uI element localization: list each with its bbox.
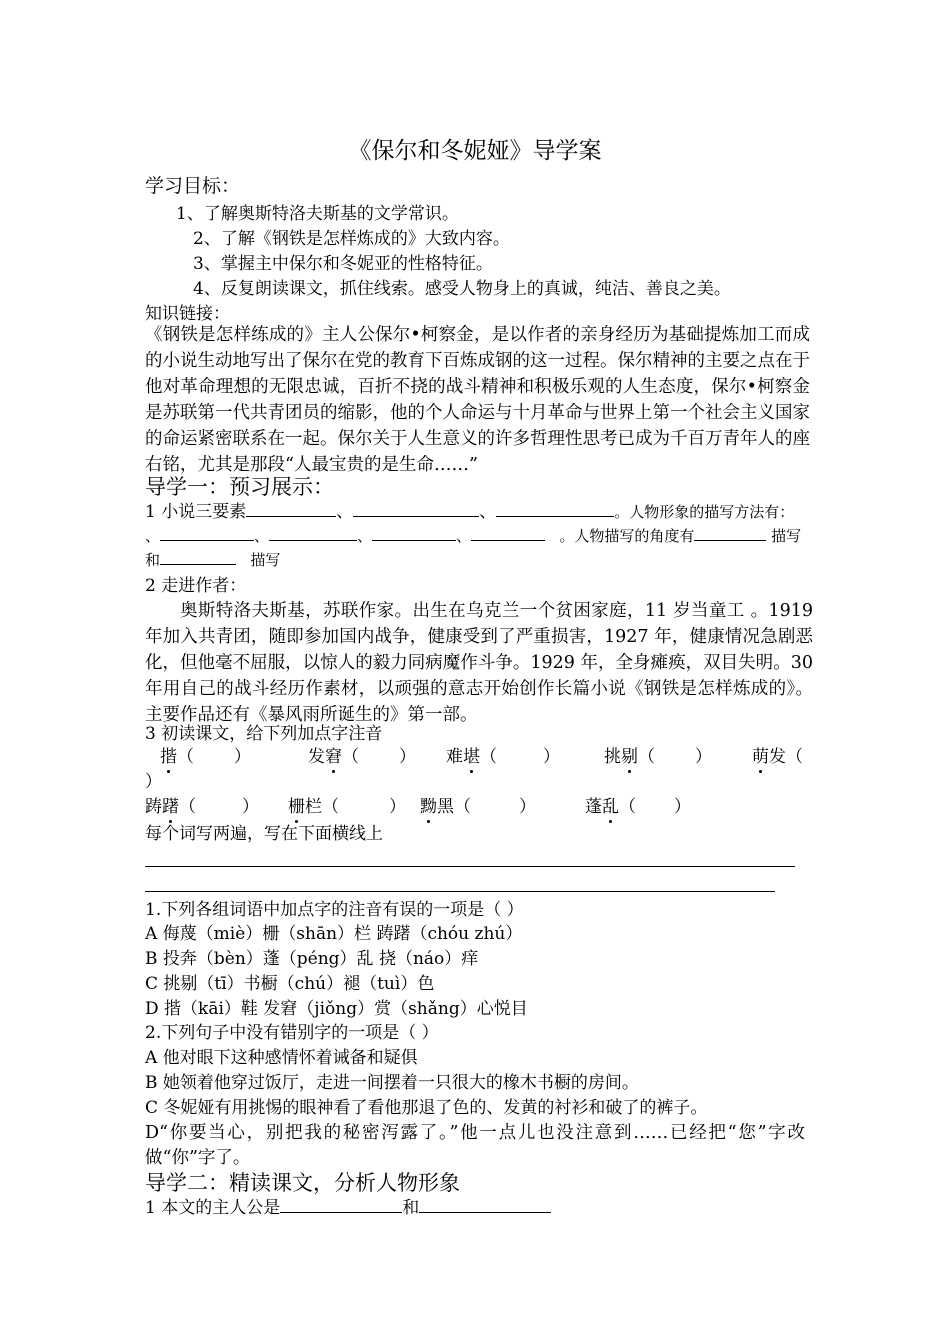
pinyin-item: 蓬乱（ ）: [585, 797, 691, 817]
objective-item: 4、反复朗读课文，抓住线索。感受人物身上的真诚，纯洁、善良之美。: [193, 279, 731, 299]
answer-blank[interactable]: [160, 526, 254, 541]
pinyin-item: 难堪（ ）: [446, 747, 560, 767]
word-char: 乱: [602, 797, 619, 817]
section1-heading: 导学一：预习展示：: [145, 475, 334, 499]
pinyin-item: 栅栏（ ）: [288, 797, 406, 817]
word-char: 栅: [288, 797, 305, 817]
answer-blank[interactable]: [280, 1198, 402, 1213]
exercise-q2-option-c: C 冬妮娅有用挑惕的眼神看了看他那退了色的、发黄的衬衫和破了的裤子。: [145, 1098, 708, 1118]
word-char: 黝: [420, 797, 437, 817]
pinyin-item: 挑剔（ ）: [604, 747, 712, 767]
q1-miaoxie: 描写: [771, 527, 802, 545]
page-title: 《保尔和冬妮娅》导学案: [348, 138, 602, 164]
section2-q1: [145, 1196, 551, 1220]
word-char: 堪: [463, 747, 480, 767]
section2-heading: 导学二：精读课文，分析人物形象: [145, 1171, 460, 1195]
q1-angle-line: [145, 548, 280, 572]
pinyin-item: 萌发（: [752, 747, 803, 767]
q3-heading: 3 初读课文，给下列加点字注音: [145, 724, 383, 744]
q1-methods-line: 、 、 、 、 。人物描写的角度有 描写: [145, 527, 802, 545]
exercise-q1-option-b: B 投奔（bèn）蓬（péng）乱 挠（náo）痒: [145, 949, 479, 969]
writing-line[interactable]: [145, 891, 775, 892]
author-intro: 奥斯特洛夫斯基，苏联作家。出生在乌克兰一个贫困家庭，11 岁当童工 。1919 年加入共青团，随即参加国内战争，健康受到了严重损害，1927 年，健康情况急剧恶化，但他毫不屈服，以惊人的毅力同病魔作斗争。1929 年，全身瘫痪，双目失明。30 年用自己的战斗经历作素材，以顽强的意志开始创作长篇小说《钢铁是怎样炼成的》。主要作品还有《暴风雨所诞生的》第一部。: [145, 601, 813, 725]
q1-prefix: 1 小说三要素: [145, 502, 247, 522]
word-char: 揩: [160, 747, 177, 767]
answer-blank[interactable]: [419, 1198, 551, 1213]
answer-blank[interactable]: [269, 526, 357, 541]
q1-angle-label: 。人物描写的角度有: [559, 527, 695, 545]
q1-elements: 1 小说三要素 、 、 。人物形象的描写方法有：: [145, 502, 795, 522]
q1-methods-label: 。人物形象的描写方法有：: [614, 503, 795, 521]
word-char: 躇: [162, 797, 179, 817]
knowledge-heading: 知识链接：: [145, 304, 230, 324]
objective-item: 2、了解《钢铁是怎样炼成的》大致内容。: [193, 229, 510, 249]
pinyin-item: 踌躇（ ）: [145, 797, 259, 817]
word-char: 剔: [621, 747, 638, 767]
answer-blank[interactable]: [160, 550, 236, 565]
objectives-heading: 学习目标：: [145, 175, 241, 197]
answer-blank[interactable]: [694, 526, 766, 541]
answer-blank[interactable]: [471, 526, 545, 541]
q2-heading: 2 走进作者：: [145, 576, 247, 596]
pinyin-item-close: ）: [145, 772, 162, 792]
exercise-q1: 1.下列各组词语中加点字的注音有误的一项是（ ）: [145, 900, 524, 920]
pinyin-item: 发窘（ ）: [308, 747, 416, 767]
exercise-q2: 2.下列句子中没有错别字的一项是（ ）: [145, 1023, 439, 1043]
exercise-q1-option-a: A 侮蔑（miè）栅（shān）栏 踌躇（chóu zhú）: [145, 924, 523, 944]
section2-q1-prefix: 1 本文的主人公是: [145, 1198, 281, 1218]
exercise-q2-option-d: D“你要当心，别把我的秘密泻露了。”他一点儿也没注意到……已经把“您”字改做“你”字了。: [145, 1123, 805, 1168]
answer-blank[interactable]: [353, 502, 479, 517]
answer-blank[interactable]: [372, 526, 456, 541]
exercise-q2-option-a: A 他对眼下这种感情怀着诫备和疑俱: [145, 1048, 418, 1068]
writing-line[interactable]: [145, 866, 795, 867]
exercise-q1-option-d: D 揩（kāi）鞋 发窘（jiǒng）赏（shǎng）心悦目: [145, 999, 528, 1019]
answer-blank[interactable]: [246, 502, 336, 517]
exercise-q1-option-c: C 挑剔（tī）书橱（chú）褪（tuì）色: [145, 974, 435, 994]
exercise-q2-option-b: B 她领着他穿过饭厅，走进一间摆着一只很大的橡木书橱的房间。: [145, 1073, 639, 1093]
copy-instruction: 每个词写两遍，写在下面横线上: [145, 824, 383, 844]
answer-blank[interactable]: [496, 502, 614, 517]
objective-item: 3、掌握主中保尔和冬妮亚的性格特征。: [193, 254, 493, 274]
knowledge-text: 《钢铁是怎样练成的》主人公保尔•柯察金，是以作者的亲身经历为基础提炼加工而成的小说生动地写出了保尔在党的教育下百炼成钢的这一过程。保尔精神的主要之点在于他对革命理想的无限忠诚，百折不挠的战斗精神和积极乐观的人生态度，保尔•柯察金是苏联第一代共青团员的缩影，他的个人命运与十月革命与世界上第一个社会主义国家的命运紧密联系在一起。保尔关于人生意义的许多哲理性思考已成为千百万青年人的座右铭，尤其是那段“人最宝贵的是生命……”: [145, 325, 810, 475]
word-char: 萌: [752, 747, 769, 767]
q1-end: 描写: [250, 551, 281, 569]
word-char: 窘: [325, 747, 342, 767]
pinyin-row-1: 揩（ ）: [160, 747, 251, 767]
pinyin-item: 黝黑（ ）: [420, 797, 536, 817]
objective-item: 1、了解奥斯特洛夫斯基的文学常识。: [176, 204, 459, 224]
section2-q1-he: 和: [402, 1198, 420, 1218]
q1-he: 和: [145, 551, 161, 569]
